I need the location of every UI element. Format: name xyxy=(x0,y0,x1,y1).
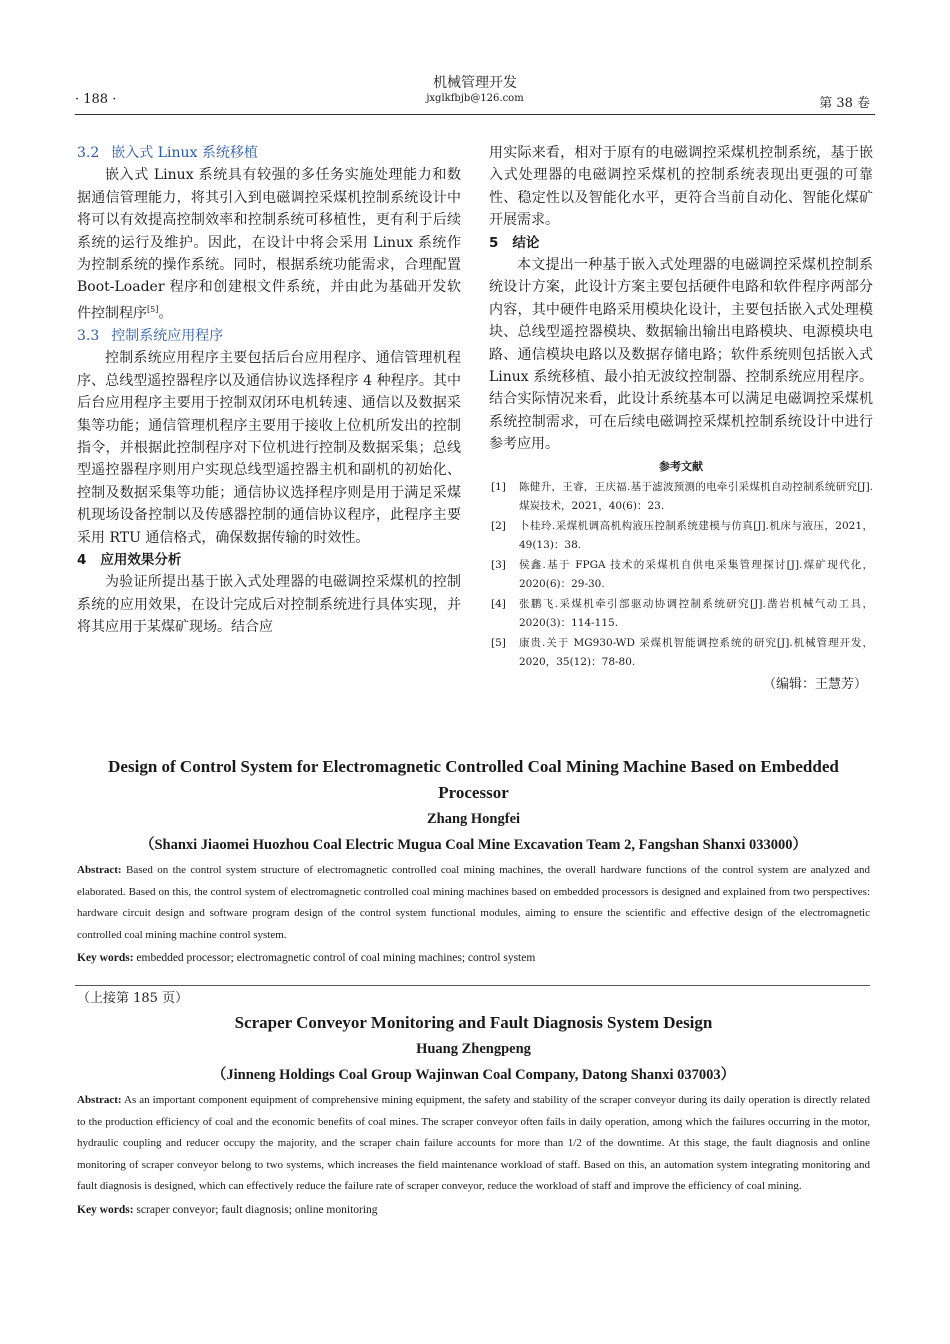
section-heading-4: 4 应用效果分析 xyxy=(77,551,182,568)
english-abstract-text: Abstract: As an important component equipment of comprehensive mining equipment, the safety and stability of the scraper conveyor during its daily operation is directly related to the production efficiency of coal and the economic benefits of coal mines. The scraper conveyor often fails in daily operation, among which the failures occurring in the motor, hydraulic coupling and reducer occupy the majority, and the scraper chain failure accounts for more than 1/2 of the downtime. At this stage, the fault diagnosis and online monitoring of scraper conveyor belong to two systems, which increases the field maintenance workload of staff. Based on this, an automation system integrating monitoring and fault diagnosis is designed, which can effectively reduce the failure rate of scraper conveyor, reduce the workload of staff and improve the efficiency of coal mining. xyxy=(77,1094,870,1192)
section-heading-5: 5 结论 xyxy=(489,234,540,251)
reference-item: [1] 陈健升，王睿，王庆福.基于滤波预测的电牵引采煤机自动控制系统研究[J].煤炭技术，2021，40(6)：23. xyxy=(491,480,873,512)
english-title: Scraper Conveyor Monitoring and Fault Diagnosis System Design xyxy=(234,1013,713,1032)
continued-note: （上接第 185 页） xyxy=(77,991,189,1006)
references-list xyxy=(489,478,873,672)
english-keywords: Key words: scraper conveyor; fault diagnosis; online monitoring xyxy=(77,1203,378,1216)
volume-label: 第 38 卷 xyxy=(819,96,870,111)
left-column xyxy=(77,142,461,639)
paragraph-5: 本文提出一种基于嵌入式处理器的电磁调控采煤机控制系统设计方案，此设计方案主要包括硬件电路和软件程序两部分内容，其中硬件电路采用模块化设计，主要包括嵌入式处理模块、总线型遥控器模块、数据输出输出电路模块、电源模块电路、通信模块电路以及数据存储电路；软件系统则包括嵌入式 Linux 系统移植、最小拍无波纹控制器、控制系统应用程序。结合实际情况来看，此设计系统基本可以满足电磁调控采煤机系统控制需求，可在后续电磁调控采煤机控制系统设计中进行参考应用。 xyxy=(489,257,873,453)
paragraph-3-3: 控制系统应用程序主要包括后台应用程序、通信管理机程序、总线型遥控器程序以及通信协议选择程序 4 种程序。其中后台应用程序主要用于控制双闭环电机转速、通信以及数据采集等功能；通信管理机程序主要用于接收上位机所发出的控制指令，并根据此控制程序对下位机进行控制及数据采集；总线型遥控器程序则用户实现总线型遥控器主机和副机的初始化、控制及数据采集等功能；通信协议选择程序则是用于满足采煤机现场设备控制以及传感器控制的通信协议程序，此程序主要采用 RTU 通信格式，确保数据传输的时效性。 xyxy=(77,350,461,546)
page-header xyxy=(75,70,875,110)
references-title: 参考文献 xyxy=(659,459,703,473)
english-keywords: Key words: embedded processor; electromagnetic control of coal mining machines; control system xyxy=(77,952,536,964)
english-abstract-1 xyxy=(77,754,870,968)
english-author: Zhang Hongfei xyxy=(426,811,521,827)
reference-item: [5] 康贵.关于 MG930-WD 采煤机智能调控系统的研究[J].机械管理开发，2020，35(12)：78-80. xyxy=(491,636,873,668)
editor-credit: （编辑：王慧芳） xyxy=(762,676,867,692)
english-affiliation: （Shanxi Jiaomei Huozhou Coal Electric Mugua Coal Mine Excavation Team 2, Fangshan Shanxi 033000） xyxy=(139,837,808,853)
paragraph-3-2: 嵌入式 Linux 系统具有较强的多任务实施处理能力和数据通信管理能力，将其引入到电磁调控采煤机控制系统设计中将可以有效提高控制效率和控制系统可移植性，更有利于后续系统的运行及维护。因此，在设计中将会采用 Linux 系统作为控制系统的操作系统。同时，根据系统功能需求，合理配置 Boot-Loader 程序和创建根文件系统，并由此为基础开发软件控制程序[5]。 xyxy=(77,167,461,322)
reference-item: [3] 侯鑫.基于 FPGA 技术的采煤机自供电采集管理探讨[J].煤矿现代化，2020(6)：29-30. xyxy=(491,558,873,590)
journal-header xyxy=(75,74,875,105)
section-heading-3-2: 3.2 嵌入式 Linux 系统移植 xyxy=(77,145,258,161)
reference-item: [2] 卜桂玲.采煤机调高机构液压控制系统建模与仿真[J].机床与液压，2021，49(13)：38. xyxy=(491,519,873,551)
english-title: Design of Control System for Electromagnetic Controlled Coal Mining Machine Based on Embedded Processor xyxy=(108,757,839,802)
section-divider xyxy=(75,985,870,986)
paragraph-4: 为验证所提出基于嵌入式处理器的电磁调控采煤机的控制系统的应用效果，在设计完成后对控制系统进行具体实现，并将其应用于某煤矿现场。结合应 xyxy=(77,574,461,636)
right-column xyxy=(489,142,873,696)
reference-item: [4] 张鹏飞.采煤机牵引部驱动协调控制系统研究[J].凿岩机械气动工具，2020(3)：114-115. xyxy=(491,597,873,629)
english-affiliation: （Jinneng Holdings Coal Group Wajinwan Coal Company, Datong Shanxi 037003） xyxy=(211,1067,736,1083)
journal-email: jxglkfbjb@126.com xyxy=(426,93,524,104)
section-heading-3-3: 3.3 控制系统应用程序 xyxy=(77,327,224,344)
paragraph-4-continued: 用实际来看，相对于原有的电磁调控采煤机控制系统，基于嵌入式处理器的电磁调控采煤机的控制系统表现出更强的可靠性、稳定性以及智能化水平，更符合当前自动化、智能化煤矿开展需求。 xyxy=(489,145,873,229)
header-rule xyxy=(75,114,875,115)
page-number: · 188 · xyxy=(75,92,117,107)
citation: [5] xyxy=(147,304,159,314)
english-abstract-text: Abstract: Based on the control system structure of electromagnetic controlled coal mining machines, the overall hardware functions of the control system are analyzed and elaborated. Based on this, the control system of electromagnetic controlled coal mining machines based on embedded processors is designed and explained from two perspectives: hardware circuit design and software program design of the control system functional modules, aiming to ensure the scientific and effective design of the electromagnetic controlled coal mining machine control system. xyxy=(77,864,870,941)
english-author: Huang Zhengpeng xyxy=(416,1041,531,1057)
journal-name: 机械管理开发 xyxy=(433,75,517,91)
english-abstract-2 xyxy=(77,1010,870,1220)
